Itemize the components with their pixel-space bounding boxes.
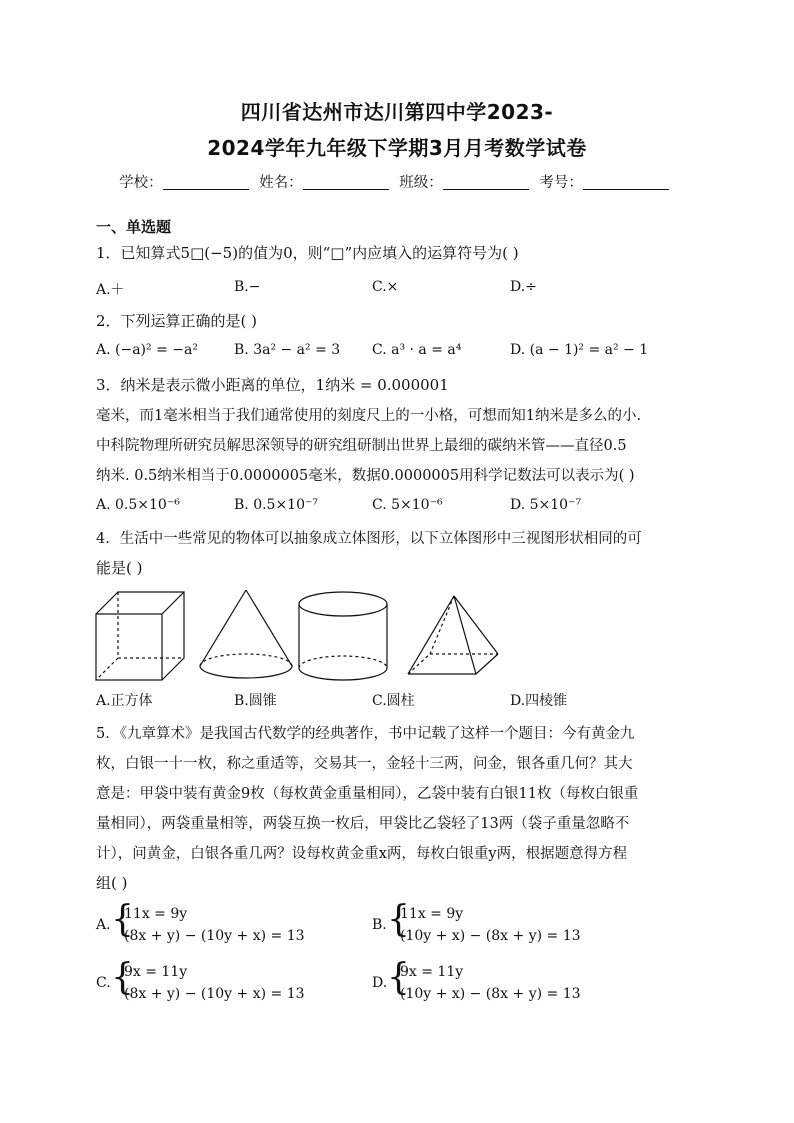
q5-option-a-label: A. xyxy=(96,917,111,933)
class-label: 班级： xyxy=(399,175,443,191)
school-blank[interactable] xyxy=(163,175,249,190)
q5-option-c-eq2: (8x + y) − (10y + x) = 13 xyxy=(124,986,305,1002)
q5-line6: 组( ) xyxy=(96,874,128,892)
q5-line1: 5．《九章算术》是我国古代数学的经典著作，书中记载了这样一个题目：今有黄金九 xyxy=(96,726,635,742)
pyramid-figure xyxy=(408,596,498,674)
q1-option-c[interactable]: C.× xyxy=(372,279,399,295)
cone-figure xyxy=(200,590,292,678)
q4-option-a[interactable]: A.正方体 xyxy=(96,693,153,709)
q4-option-c[interactable]: C.圆柱 xyxy=(372,693,415,709)
section-title: 一、单选题 xyxy=(96,218,172,236)
exam-number-label: 考号： xyxy=(539,175,583,191)
q3-line2: 毫米，而1毫米相当于我们通常使用的刻度尺上的一小格，可想而知1纳米是多么的小. xyxy=(96,408,642,424)
q5-line4: 量相同），两袋重量相等，两袋互换一枚后，甲袋比乙袋轻了13两（袋子重量忽略不 xyxy=(96,816,630,832)
q3-option-d[interactable]: D. 5×10⁻⁷ xyxy=(510,497,582,513)
q1-option-b[interactable]: B.− xyxy=(234,279,261,295)
q3-option-a[interactable]: A. 0.5×10⁻⁶ xyxy=(96,497,180,513)
q5-option-d-eq2: (10y + x) − (8x + y) = 13 xyxy=(400,986,581,1002)
brace-icon: { xyxy=(387,899,410,940)
q4-option-b[interactable]: B.圆锥 xyxy=(234,693,277,709)
q2-option-c[interactable]: C. a³ · a = a⁴ xyxy=(372,342,462,358)
q4-option-d[interactable]: D.四棱锥 xyxy=(510,693,568,709)
q1-option-a[interactable]: A.＋ xyxy=(96,282,125,298)
q5-line3: 意是：甲袋中装有黄金9枚（每枚黄金重量相同），乙袋中装有白银11枚（每枚白银重 xyxy=(96,786,639,802)
q2-option-d[interactable]: D. (a − 1)² = a² − 1 xyxy=(510,342,649,358)
school-label: 学校： xyxy=(119,175,163,191)
q5-option-c-eq1: 9x = 11y xyxy=(124,964,188,980)
brace-icon: { xyxy=(111,957,134,998)
q5-option-c-label: C. xyxy=(96,975,111,991)
name-label: 姓名： xyxy=(259,175,303,191)
student-info-row xyxy=(0,171,794,192)
cube-figure xyxy=(96,592,184,680)
name-blank[interactable] xyxy=(303,175,389,190)
exam-title-line1: 四川省达州市达川第四中学2023- xyxy=(240,100,554,124)
q3-line1: 3．纳米是表示微小距离的单位，1纳米 = 0.000001 xyxy=(96,376,449,394)
q5-option-b-label: B. xyxy=(372,917,387,933)
q5-line2: 枚，白银一十一枚，称之重适等，交易其一，金轻十三两，问金，银各重几何？其大 xyxy=(96,756,633,772)
q5-line5: 计），问黄金，白银各重几两？设每枚黄金重x两，每枚白银重y两，根据题意得方程 xyxy=(96,846,628,862)
q1-option-d[interactable]: D.÷ xyxy=(510,279,537,295)
q3-line4: 纳米. 0.5纳米相当于0.0000005毫米，数据0.0000005用科学记数法可以表示为( ) xyxy=(96,468,635,484)
q5-option-d-eq1: 9x = 11y xyxy=(400,964,464,980)
q3-option-b[interactable]: B. 0.5×10⁻⁷ xyxy=(234,497,318,513)
q5-option-b-eq2: (10y + x) − (8x + y) = 13 xyxy=(400,928,581,944)
exam-title-line2: 2024学年九年级下学期3月月考数学试卷 xyxy=(207,136,587,160)
exam-number-blank[interactable] xyxy=(583,175,669,190)
q4-line2: 能是( ) xyxy=(96,559,143,577)
q5-option-b-eq1: 11x = 9y xyxy=(400,906,464,922)
q5-option-a-eq1: 11x = 9y xyxy=(124,906,188,922)
cylinder-figure xyxy=(299,592,387,680)
q1-text: 1．已知算式5□(−5)的值为0，则“□”内应填入的运算符号为( ) xyxy=(96,244,519,262)
brace-icon: { xyxy=(387,957,410,998)
q3-option-c[interactable]: C. 5×10⁻⁶ xyxy=(372,497,443,513)
solid-figures xyxy=(90,586,510,686)
q5-option-d-label: D. xyxy=(372,975,388,991)
q2-text: 2．下列运算正确的是( ) xyxy=(96,312,258,330)
q3-line3: 中科院物理所研究员解思深领导的研究组研制出世界上最细的碳纳米管——直径0.5 xyxy=(96,438,627,454)
q5-option-a-eq2: (8x + y) − (10y + x) = 13 xyxy=(124,928,305,944)
q4-line1: 4．生活中一些常见的物体可以抽象成立体图形，以下立体图形中三视图形状相同的可 xyxy=(96,531,642,547)
q2-option-b[interactable]: B. 3a² − a² = 3 xyxy=(234,342,341,358)
q2-option-a[interactable]: A. (−a)² = −a² xyxy=(96,342,198,358)
class-blank[interactable] xyxy=(443,175,529,190)
brace-icon: { xyxy=(111,899,134,940)
